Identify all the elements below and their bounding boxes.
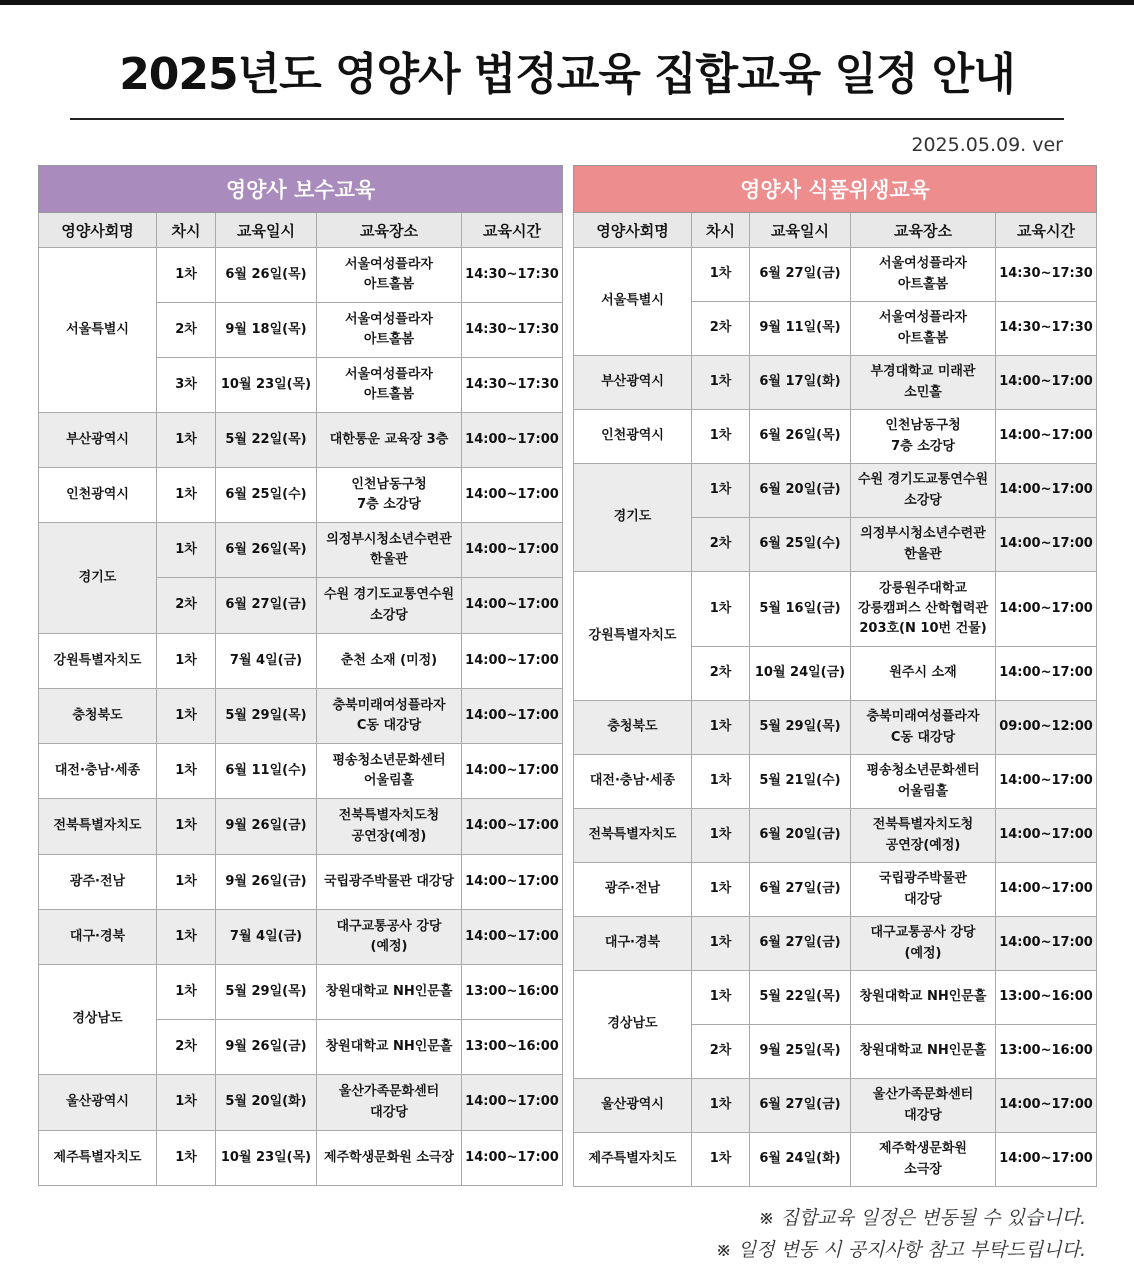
- session-cell: 1차: [692, 248, 750, 302]
- date-cell: 10월 23일(목): [216, 1131, 317, 1186]
- region-cell: 서울특별시: [574, 248, 692, 356]
- date-cell: 6월 20일(금): [750, 809, 851, 863]
- version-label: 2025.05.09. ver: [911, 134, 1063, 156]
- place-cell: 인천남동구청 7층 소강당: [317, 468, 462, 523]
- region-cell: 충청북도: [574, 701, 692, 755]
- time-cell: 14:00~17:00: [462, 1131, 563, 1186]
- time-cell: 09:00~12:00: [996, 701, 1097, 755]
- date-cell: 6월 11일(수): [216, 744, 317, 799]
- table-row: [574, 410, 1097, 464]
- place-cell: 대구교통공사 강당 (예정): [317, 910, 462, 965]
- time-cell: 14:00~17:00: [462, 413, 563, 468]
- region-cell: 광주·전남: [39, 855, 157, 910]
- date-cell: 9월 26일(금): [216, 1020, 317, 1075]
- place-cell: 원주시 소재: [851, 647, 996, 701]
- date-cell: 5월 29일(목): [750, 701, 851, 755]
- place-cell: 대한통운 교육장 3층: [317, 413, 462, 468]
- date-cell: 9월 26일(금): [216, 855, 317, 910]
- session-cell: 1차: [692, 809, 750, 863]
- date-cell: 9월 26일(금): [216, 799, 317, 855]
- column-header: 영양사회명: [39, 213, 157, 248]
- session-cell: 1차: [692, 464, 750, 518]
- session-cell: 1차: [157, 799, 216, 855]
- time-cell: 14:30~17:30: [462, 303, 563, 358]
- time-cell: 14:00~17:00: [462, 634, 563, 689]
- food-hygiene-education-table: [573, 165, 1097, 1187]
- date-cell: 7월 4일(금): [216, 634, 317, 689]
- table-heading: 영양사 식품위생교육: [574, 166, 1097, 213]
- date-cell: 5월 20일(화): [216, 1075, 317, 1131]
- time-cell: 14:00~17:00: [996, 1079, 1097, 1133]
- time-cell: 13:00~16:00: [462, 1020, 563, 1075]
- table-row: [39, 1075, 563, 1131]
- place-cell: 창원대학교 NH인문홀: [317, 1020, 462, 1075]
- place-cell: 의정부시청소년수련관 한울관: [851, 518, 996, 572]
- session-cell: 1차: [157, 1131, 216, 1186]
- top-border: [0, 0, 1134, 5]
- region-cell: 부산광역시: [574, 356, 692, 410]
- session-cell: 2차: [692, 518, 750, 572]
- region-cell: 서울특별시: [39, 248, 157, 413]
- place-cell: 국립광주박물관 대강당: [317, 855, 462, 910]
- time-cell: 14:00~17:00: [996, 1133, 1097, 1187]
- date-cell: 6월 25일(수): [216, 468, 317, 523]
- place-cell: 전북특별자치도청 공연장(예정): [851, 809, 996, 863]
- region-cell: 경상남도: [574, 971, 692, 1079]
- place-cell: 수원 경기도교통연수원 소강당: [317, 578, 462, 634]
- time-cell: 14:00~17:00: [462, 523, 563, 578]
- place-cell: 평송청소년문화센터 어울림홀: [317, 744, 462, 799]
- session-cell: 1차: [157, 634, 216, 689]
- time-cell: 14:00~17:00: [996, 572, 1097, 647]
- table-row: [39, 799, 563, 855]
- table-row: [574, 1079, 1097, 1133]
- place-cell: 창원대학교 NH인문홀: [851, 971, 996, 1025]
- place-cell: 울산가족문화센터 대강당: [851, 1079, 996, 1133]
- table-row: [574, 464, 1097, 518]
- table-row: [39, 744, 563, 799]
- session-cell: 1차: [157, 523, 216, 578]
- time-cell: 14:00~17:00: [996, 518, 1097, 572]
- date-cell: 5월 29일(목): [216, 965, 317, 1020]
- place-cell: 충북미래여성플라자 C동 대강당: [851, 701, 996, 755]
- time-cell: 14:00~17:00: [996, 755, 1097, 809]
- session-cell: 1차: [157, 744, 216, 799]
- time-cell: 14:00~17:00: [996, 356, 1097, 410]
- date-cell: 6월 20일(금): [750, 464, 851, 518]
- time-cell: 14:00~17:00: [462, 578, 563, 634]
- region-cell: 울산광역시: [574, 1079, 692, 1133]
- session-cell: 2차: [692, 647, 750, 701]
- date-cell: 9월 25일(목): [750, 1025, 851, 1079]
- date-cell: 7월 4일(금): [216, 910, 317, 965]
- table-row: [574, 356, 1097, 410]
- session-cell: 1차: [692, 1079, 750, 1133]
- table-row: [574, 755, 1097, 809]
- place-cell: 서울여성플라자 아트홀봄: [851, 248, 996, 302]
- session-cell: 1차: [157, 248, 216, 303]
- table-body: [574, 248, 1097, 1187]
- time-cell: 14:00~17:00: [462, 689, 563, 744]
- region-cell: 강원특별자치도: [39, 634, 157, 689]
- column-header: 차시: [157, 213, 216, 248]
- time-cell: 14:00~17:00: [996, 647, 1097, 701]
- date-cell: 5월 22일(목): [750, 971, 851, 1025]
- time-cell: 14:00~17:00: [462, 799, 563, 855]
- date-cell: 6월 27일(금): [750, 1079, 851, 1133]
- session-cell: 2차: [157, 1020, 216, 1075]
- place-cell: 충북미래여성플라자 C동 대강당: [317, 689, 462, 744]
- time-cell: 14:00~17:00: [996, 809, 1097, 863]
- session-cell: 3차: [157, 358, 216, 413]
- table-row: [39, 965, 563, 1020]
- session-cell: 2차: [157, 578, 216, 634]
- date-cell: 6월 27일(금): [750, 917, 851, 971]
- time-cell: 14:30~17:30: [996, 248, 1097, 302]
- time-cell: 14:00~17:00: [996, 410, 1097, 464]
- region-cell: 제주특별자치도: [574, 1133, 692, 1187]
- table-row: [574, 863, 1097, 917]
- column-header: 교육장소: [851, 213, 996, 248]
- date-cell: 6월 25일(수): [750, 518, 851, 572]
- time-cell: 14:00~17:00: [462, 855, 563, 910]
- column-header: 교육일시: [750, 213, 851, 248]
- table-row: [39, 413, 563, 468]
- time-cell: 14:00~17:00: [462, 744, 563, 799]
- date-cell: 6월 26일(목): [216, 248, 317, 303]
- session-cell: 1차: [157, 468, 216, 523]
- region-cell: 대전·충남·세종: [574, 755, 692, 809]
- session-cell: 1차: [692, 971, 750, 1025]
- session-cell: 1차: [157, 965, 216, 1020]
- column-header: 교육일시: [216, 213, 317, 248]
- place-cell: 의정부시청소년수련관 한울관: [317, 523, 462, 578]
- title-divider: [70, 118, 1064, 120]
- column-header: 교육장소: [317, 213, 462, 248]
- place-cell: 강릉원주대학교 강릉캠퍼스 산학협력관 203호(N 10번 건물): [851, 572, 996, 647]
- column-header: 교육시간: [996, 213, 1097, 248]
- session-cell: 1차: [157, 413, 216, 468]
- place-cell: 제주학생문화원 소극장: [317, 1131, 462, 1186]
- session-cell: 1차: [692, 917, 750, 971]
- refresher-education-table: [38, 165, 563, 1186]
- region-cell: 경기도: [574, 464, 692, 572]
- place-cell: 울산가족문화센터 대강당: [317, 1075, 462, 1131]
- region-cell: 대구·경북: [39, 910, 157, 965]
- time-cell: 14:00~17:00: [462, 910, 563, 965]
- session-cell: 1차: [157, 1075, 216, 1131]
- session-cell: 1차: [157, 910, 216, 965]
- place-cell: 제주학생문화원 소극장: [851, 1133, 996, 1187]
- table-body: [39, 248, 563, 1186]
- region-cell: 울산광역시: [39, 1075, 157, 1131]
- date-cell: 6월 17일(화): [750, 356, 851, 410]
- footnote: ※ 일정 변동 시 공지사항 참고 부탁드립니다.: [715, 1239, 1086, 1261]
- column-header: 차시: [692, 213, 750, 248]
- table-row: [574, 572, 1097, 647]
- date-cell: 6월 24일(화): [750, 1133, 851, 1187]
- time-cell: 14:30~17:30: [996, 302, 1097, 356]
- table-row: [39, 523, 563, 578]
- date-cell: 6월 27일(금): [216, 578, 317, 634]
- place-cell: 인천남동구청 7층 소강당: [851, 410, 996, 464]
- place-cell: 국립광주박물관 대강당: [851, 863, 996, 917]
- session-cell: 1차: [692, 863, 750, 917]
- place-cell: 부경대학교 미래관 소민홀: [851, 356, 996, 410]
- time-cell: 14:30~17:30: [462, 358, 563, 413]
- table-row: [574, 248, 1097, 302]
- date-cell: 5월 21일(수): [750, 755, 851, 809]
- place-cell: 서울여성플라자 아트홀봄: [317, 358, 462, 413]
- date-cell: 10월 24일(금): [750, 647, 851, 701]
- date-cell: 6월 26일(목): [750, 410, 851, 464]
- session-cell: 1차: [692, 572, 750, 647]
- date-cell: 9월 11일(목): [750, 302, 851, 356]
- region-cell: 강원특별자치도: [574, 572, 692, 701]
- column-header: 교육시간: [462, 213, 563, 248]
- table-row: [39, 468, 563, 523]
- time-cell: 14:00~17:00: [996, 863, 1097, 917]
- session-cell: 1차: [692, 701, 750, 755]
- date-cell: 6월 27일(금): [750, 863, 851, 917]
- date-cell: 10월 23일(목): [216, 358, 317, 413]
- place-cell: 창원대학교 NH인문홀: [851, 1025, 996, 1079]
- place-cell: 평송청소년문화센터 어울림홀: [851, 755, 996, 809]
- date-cell: 6월 27일(금): [750, 248, 851, 302]
- region-cell: 인천광역시: [574, 410, 692, 464]
- region-cell: 부산광역시: [39, 413, 157, 468]
- place-cell: 창원대학교 NH인문홀: [317, 965, 462, 1020]
- time-cell: 14:00~17:00: [996, 917, 1097, 971]
- region-cell: 전북특별자치도: [574, 809, 692, 863]
- region-cell: 충청북도: [39, 689, 157, 744]
- table-row: [39, 910, 563, 965]
- table-row: [39, 634, 563, 689]
- session-cell: 2차: [157, 303, 216, 358]
- place-cell: 춘천 소재 (미정): [317, 634, 462, 689]
- region-cell: 대전·충남·세종: [39, 744, 157, 799]
- session-cell: 1차: [692, 755, 750, 809]
- region-cell: 경상남도: [39, 965, 157, 1075]
- time-cell: 14:00~17:00: [996, 464, 1097, 518]
- table-row: [39, 689, 563, 744]
- table-row: [574, 701, 1097, 755]
- place-cell: 서울여성플라자 아트홀봄: [851, 302, 996, 356]
- region-cell: 대구·경북: [574, 917, 692, 971]
- region-cell: 인천광역시: [39, 468, 157, 523]
- table-row: [39, 248, 563, 303]
- region-cell: 광주·전남: [574, 863, 692, 917]
- time-cell: 14:00~17:00: [462, 1075, 563, 1131]
- session-cell: 1차: [157, 855, 216, 910]
- table-row: [39, 1131, 563, 1186]
- session-cell: 2차: [692, 1025, 750, 1079]
- table-row: [574, 809, 1097, 863]
- place-cell: 전북특별자치도청 공연장(예정): [317, 799, 462, 855]
- place-cell: 서울여성플라자 아트홀봄: [317, 248, 462, 303]
- session-cell: 1차: [157, 689, 216, 744]
- footnote: ※ 집합교육 일정은 변동될 수 있습니다.: [758, 1207, 1086, 1229]
- session-cell: 1차: [692, 356, 750, 410]
- column-header: 영양사회명: [574, 213, 692, 248]
- date-cell: 5월 22일(목): [216, 413, 317, 468]
- place-cell: 서울여성플라자 아트홀봄: [317, 303, 462, 358]
- session-cell: 2차: [692, 302, 750, 356]
- date-cell: 5월 16일(금): [750, 572, 851, 647]
- table-row: [574, 971, 1097, 1025]
- session-cell: 1차: [692, 410, 750, 464]
- date-cell: 9월 18일(목): [216, 303, 317, 358]
- table-row: [574, 917, 1097, 971]
- table-row: [574, 1133, 1097, 1187]
- session-cell: 1차: [692, 1133, 750, 1187]
- page-title: 2025년도 영양사 법정교육 집합교육 일정 안내: [119, 49, 1015, 100]
- place-cell: 대구교통공사 강당 (예정): [851, 917, 996, 971]
- time-cell: 14:00~17:00: [462, 468, 563, 523]
- time-cell: 14:30~17:30: [462, 248, 563, 303]
- date-cell: 6월 26일(목): [216, 523, 317, 578]
- table-row: [39, 855, 563, 910]
- time-cell: 13:00~16:00: [996, 1025, 1097, 1079]
- region-cell: 전북특별자치도: [39, 799, 157, 855]
- table-heading: 영양사 보수교육: [39, 166, 563, 213]
- date-cell: 5월 29일(목): [216, 689, 317, 744]
- region-cell: 제주특별자치도: [39, 1131, 157, 1186]
- region-cell: 경기도: [39, 523, 157, 634]
- time-cell: 13:00~16:00: [462, 965, 563, 1020]
- time-cell: 13:00~16:00: [996, 971, 1097, 1025]
- place-cell: 수원 경기도교통연수원 소강당: [851, 464, 996, 518]
